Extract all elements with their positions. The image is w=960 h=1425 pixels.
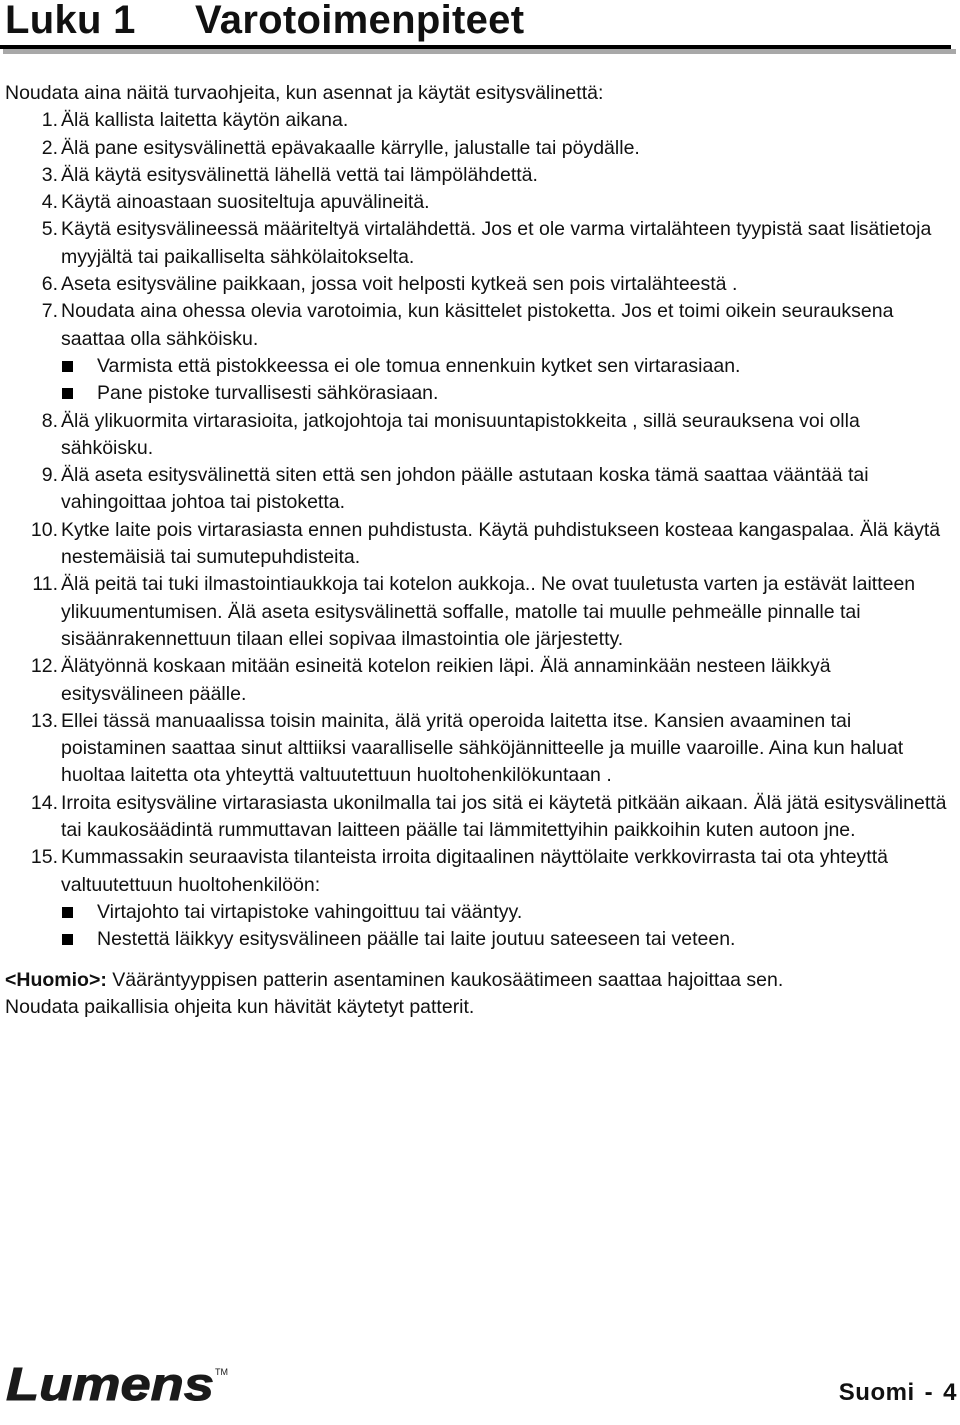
note-text: Vääräntyyppisen patterin asentaminen kaukosäätimeen saattaa hajoittaa sen. bbox=[106, 968, 784, 991]
note-label: <Huomio>: bbox=[5, 968, 107, 991]
rule-text: Älä aseta esitysvälinettä siten että sen johdon päälle astutaan koska tämä saattaa vääntää tai vahingoittaa johtoa tai pistoketta. bbox=[61, 464, 869, 514]
bullet-text: Varmista että pistokkeessa ei ole tomua ennenkuin kytket sen virtarasiaan. bbox=[97, 354, 741, 377]
note-line-2: Noudata paikallisia ohjeita kun hävität käytetyt patterit. bbox=[5, 995, 475, 1018]
rule-text: Noudata aina ohessa olevia varotoimia, kun käsittelet pistoketta. Jos et toimi oikein seurauksena saattaa olla sähköisku. bbox=[61, 300, 894, 350]
page-footer bbox=[839, 1379, 957, 1407]
logo-wordmark: Lumens bbox=[6, 1360, 214, 1410]
rule-item bbox=[5, 708, 955, 790]
rule-number: 6. bbox=[41, 273, 58, 296]
bullet-item bbox=[61, 380, 955, 407]
rule-number: 10. bbox=[30, 518, 58, 541]
chapter-name: Varotoimenpiteet bbox=[195, 0, 525, 42]
square-bullet-icon bbox=[62, 934, 73, 945]
rule-text: Älä pane esitysvälinettä epävakaalle kärrylle, jalustalle tai pöydälle. bbox=[61, 136, 640, 159]
precautions-content bbox=[5, 80, 955, 1021]
footer-language: Suomi bbox=[838, 1379, 915, 1406]
rule-item bbox=[5, 189, 955, 216]
rule-number: 5. bbox=[41, 218, 58, 241]
bullet-item bbox=[61, 899, 955, 926]
rule-number: 13. bbox=[30, 709, 58, 732]
rule-text: Älä kallista laitetta käytön aikana. bbox=[61, 109, 349, 132]
note-line bbox=[5, 967, 955, 994]
rule-item bbox=[5, 517, 955, 572]
rule-number: 8. bbox=[41, 409, 58, 432]
rule-text: Älä peitä tai tuki ilmastointiaukkoja tai kotelon aukkoja.. Ne ovat tuuletusta varten ja estävät laitteen ylikuumentumisen. Älä aseta esitysvälinettä soffalle, matolle tai muulle pehmeälle pinnalle tai sisäänrakennettuun tilaan ellei sopivaa ilmastointia ole järjestetty. bbox=[61, 573, 916, 650]
rule-item bbox=[5, 135, 955, 162]
rule-item bbox=[5, 216, 955, 271]
trademark-mark: TM bbox=[215, 1367, 228, 1377]
rule-item bbox=[5, 790, 955, 845]
bullet-text: Virtajohto tai virtapistoke vahingoittuu tai vääntyy. bbox=[97, 900, 523, 923]
rule-number: 4. bbox=[41, 191, 58, 214]
rule-text: Älä ylikuormita virtarasioita, jatkojohtoja tai monisuuntapistokkeita , sillä seurauksena voi olla sähköisku. bbox=[61, 409, 860, 459]
rule-text: Älätyönnä koskaan mitään esineitä kotelon reikien läpi. Älä annaminkään nesteen läikkyä esitysvälineen päälle. bbox=[61, 655, 831, 705]
rule-item bbox=[5, 408, 955, 463]
battery-note bbox=[5, 967, 955, 1022]
rule-item bbox=[5, 653, 955, 708]
bullet-text: Nestettä läikkyy esitysvälineen päälle tai laite joutuu sateeseen tai veteen. bbox=[97, 928, 736, 951]
square-bullet-icon bbox=[62, 361, 73, 372]
rule-item bbox=[5, 844, 955, 953]
rule-number: 12. bbox=[30, 655, 58, 678]
bullet-item bbox=[61, 353, 955, 380]
rule-item bbox=[5, 462, 955, 517]
lumens-logo bbox=[4, 1360, 234, 1410]
rule-text: Älä käytä esitysvälinettä lähellä vettä tai lämpölähdettä. bbox=[61, 163, 538, 186]
square-bullet-icon bbox=[62, 907, 73, 918]
rule-item bbox=[5, 271, 955, 298]
rule-number: 2. bbox=[41, 136, 58, 159]
rule-text: Käytä esitysvälineessä määriteltyä virtalähdettä. Jos et ole varma virtalähteen tyypistä saat lisätietoja myyjältä tai paikalliselta sähkölaitokselta. bbox=[61, 218, 932, 268]
rule-text: Aseta esitysväline paikkaan, jossa voit helposti kytkeä sen pois virtalähteestä . bbox=[61, 273, 738, 296]
bullet-item bbox=[61, 926, 955, 953]
title-rule-shadow bbox=[3, 49, 956, 54]
rule-text: Irroita esitysväline virtarasiasta ukonilmalla tai jos sitä ei käytetä pitkään aikaan. Älä jätä esitysvälinettä tai kaukosäädintä rummuttavan laitteen päälle tai lämmitettyihin paikkoihin kuten autoon jne. bbox=[61, 791, 947, 842]
square-bullet-icon bbox=[62, 388, 73, 399]
intro-text: Noudata aina näitä turvaohjeita, kun asennat ja käytät esitysvälinettä: bbox=[5, 82, 604, 104]
rule-text: Ellei tässä manuaalissa toisin mainita, älä yritä operoida laitetta itse. Kansien avaaminen tai poistaminen saattaa sinut alttiiksi vaaralliselle sähköjännitteelle ja muille vaaroille. Aina kun haluat huoltaa laitetta ota yhteyttä valtuutettuun huoltohenkilökuntaan . bbox=[61, 709, 904, 787]
disconnect-bullet-list bbox=[61, 899, 955, 954]
rule-number: 15. bbox=[30, 846, 58, 869]
precautions-list bbox=[5, 107, 955, 953]
rule-number: 7. bbox=[41, 300, 58, 323]
rule-number: 9. bbox=[41, 464, 58, 487]
rule-text: Käytä ainoastaan suositeltuja apuvälineitä. bbox=[61, 191, 430, 214]
rule-item bbox=[5, 298, 955, 407]
rule-item bbox=[5, 107, 955, 134]
bullet-text: Pane pistoke turvallisesti sähkörasiaan. bbox=[97, 382, 439, 405]
rule-number: 11. bbox=[32, 573, 58, 596]
rule-item bbox=[5, 162, 955, 189]
chapter-title bbox=[5, 0, 524, 46]
rule-text: Kummassakin seuraavista tilanteista irroita digitaalinen näyttölaite verkkovirrasta tai ota yhteyttä valtuutettuun huoltohenkilöön: bbox=[61, 846, 888, 896]
rule-number: 3. bbox=[41, 163, 58, 186]
page-number: 4 bbox=[943, 1379, 957, 1406]
chapter-number: Luku 1 bbox=[5, 0, 136, 42]
rule-text: Kytke laite pois virtarasiasta ennen puhdistusta. Käytä puhdistukseen kosteaa kangaspalaa. Älä käytä nestemäisiä tai sumutepuhdisteita. bbox=[61, 518, 941, 569]
plug-bullet-list bbox=[61, 353, 955, 408]
rule-item bbox=[5, 571, 955, 653]
footer-separator: - bbox=[924, 1379, 934, 1406]
rule-number: 1. bbox=[41, 109, 58, 132]
rule-number: 14. bbox=[30, 791, 58, 814]
